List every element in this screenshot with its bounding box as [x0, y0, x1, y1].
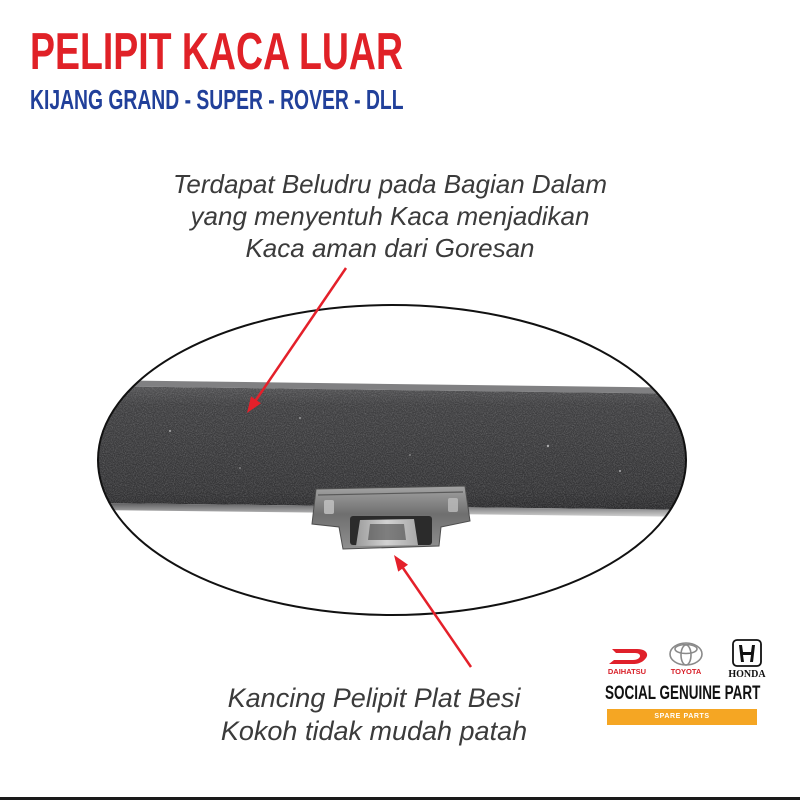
product-title: PELIPIT KACA LUAR: [30, 23, 404, 81]
callout-line: Terdapat Beludru pada Bagian Dalam: [172, 169, 608, 199]
brand-name: SOCIAL GENUINE PART: [605, 683, 761, 704]
toyota-label: TOYOTA: [670, 667, 702, 676]
daihatsu-label: DAIHATSU: [607, 667, 647, 676]
product-subtitle: KIJANG GRAND - SUPER - ROVER - DLL: [30, 84, 404, 115]
clip-callout: [114, 682, 634, 748]
daihatsu-logo-icon: [608, 649, 647, 676]
honda-label: HONDA: [728, 669, 766, 680]
brand-tagline: SPARE PARTS: [607, 709, 757, 725]
brand-logos: [600, 636, 775, 682]
honda-logo-icon: [728, 640, 766, 680]
callout-line: yang menyentuh Kaca menjadikan: [190, 201, 590, 231]
photo-content: [90, 300, 700, 630]
velvet-callout: [130, 168, 650, 264]
callout-line: Kokoh tidak mudah patah: [220, 716, 528, 746]
toyota-logo-icon: [670, 643, 702, 676]
callout-line: Kaca aman dari Goresan: [245, 233, 535, 263]
callout-line: Kancing Pelipit Plat Besi: [227, 683, 521, 713]
